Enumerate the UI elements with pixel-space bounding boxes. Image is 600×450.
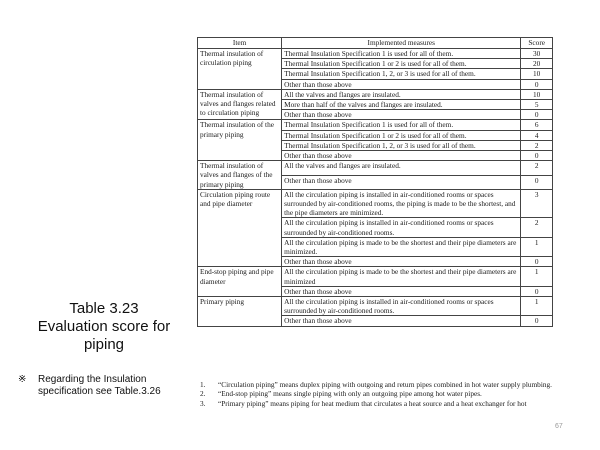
table-body bbox=[198, 49, 553, 327]
measure-cell: All the valves and flanges are insulated. bbox=[282, 89, 521, 99]
page-number: 67 bbox=[555, 423, 563, 430]
score-cell: 6 bbox=[521, 120, 553, 130]
item-cell: Thermal insulation of valves and flanges related to circulation piping bbox=[198, 89, 282, 120]
item-cell: Circulation piping route and pipe diameter bbox=[198, 189, 282, 267]
footnote-1 bbox=[198, 380, 578, 389]
measure-cell: Other than those above bbox=[282, 257, 521, 267]
score-cell: 0 bbox=[521, 79, 553, 89]
measure-cell: All the circulation piping is installed in air-conditioned rooms or spaces surrounded by air-conditioned rooms. bbox=[282, 297, 521, 316]
measure-cell: Thermal Insulation Specification 1 or 2 is used for all of them. bbox=[282, 130, 521, 140]
table-row bbox=[198, 297, 553, 316]
footnote-number: 1. bbox=[200, 380, 206, 389]
score-cell: 3 bbox=[521, 189, 553, 218]
measure-cell: Other than those above bbox=[282, 151, 521, 161]
note-text: Regarding the Insulation specification see Table.3.26 bbox=[38, 374, 161, 397]
measure-cell: Other than those above bbox=[282, 175, 521, 189]
score-cell: 2 bbox=[521, 218, 553, 237]
measure-cell: Other than those above bbox=[282, 286, 521, 296]
header-score: Score bbox=[521, 38, 553, 49]
footnote-text: “End-stop piping” means single piping with only an outgoing pipe among hot water pipes. bbox=[218, 389, 482, 399]
score-cell: 0 bbox=[521, 316, 553, 326]
score-cell: 1 bbox=[521, 237, 553, 256]
score-cell: 2 bbox=[521, 140, 553, 150]
caption-line-3: piping bbox=[83, 336, 125, 353]
footnote-number: 3. bbox=[200, 398, 206, 408]
header-measures: Implemented measures bbox=[282, 38, 521, 49]
score-cell: 0 bbox=[521, 151, 553, 161]
measure-cell: Thermal Insulation Specification 1, 2, or 3 is used for all of them. bbox=[282, 69, 521, 79]
table-row bbox=[198, 189, 553, 218]
score-cell: 1 bbox=[521, 267, 553, 286]
caption-line-2: Evaluation score for bbox=[37, 318, 171, 335]
measure-cell: All the circulation piping is installed in air-conditioned rooms or spaces surrounded by air-conditioned rooms. bbox=[282, 218, 521, 237]
measure-cell: Other than those above bbox=[282, 316, 521, 326]
score-cell: 5 bbox=[521, 100, 553, 110]
table-caption bbox=[14, 300, 194, 354]
measure-cell: Thermal Insulation Specification 1 or 2 is used for all of them. bbox=[282, 59, 521, 69]
footnote-text: “Primary piping” means piping for heat medium that circulates a heat source and a heat exchanger for hot bbox=[218, 398, 527, 408]
score-cell: 0 bbox=[521, 257, 553, 267]
reference-mark-icon: ※ bbox=[18, 374, 27, 385]
caption-line-1: Table 3.23 bbox=[69, 300, 139, 317]
score-cell: 1 bbox=[521, 297, 553, 316]
table-header-row bbox=[198, 38, 553, 49]
table-row bbox=[198, 161, 553, 175]
footnote-3 bbox=[198, 399, 578, 408]
score-cell: 2 bbox=[521, 161, 553, 175]
footnote-number: 2. bbox=[200, 389, 206, 399]
measure-cell: Other than those above bbox=[282, 79, 521, 89]
table-row bbox=[198, 120, 553, 130]
item-cell: End-stop piping and pipe diameter bbox=[198, 267, 282, 297]
measure-cell: All the circulation piping is made to be the shortest and their pipe diameters are minimized. bbox=[282, 237, 521, 256]
score-cell: 10 bbox=[521, 89, 553, 99]
measure-cell: All the valves and flanges are insulated. bbox=[282, 161, 521, 175]
measure-cell: More than half of the valves and flanges are insulated. bbox=[282, 100, 521, 110]
score-cell: 0 bbox=[521, 286, 553, 296]
footnote-2 bbox=[198, 389, 578, 398]
measure-cell: Thermal Insulation Specification 1 is used for all of them. bbox=[282, 49, 521, 59]
measure-cell: All the circulation piping is made to be the shortest and their pipe diameters are minimized bbox=[282, 267, 521, 286]
measure-cell: Thermal Insulation Specification 1 is used for all of them. bbox=[282, 120, 521, 130]
footnote-text: “Circulation piping” means duplex piping with outgoing and return pipes combined in hot water supply plumbing. bbox=[218, 380, 552, 389]
header-item: Item bbox=[198, 38, 282, 49]
measure-cell: Other than those above bbox=[282, 110, 521, 120]
score-cell: 0 bbox=[521, 175, 553, 189]
item-cell: Thermal insulation of valves and flanges of the primary piping bbox=[198, 161, 282, 190]
score-cell: 10 bbox=[521, 69, 553, 79]
item-cell: Thermal insulation of the primary piping bbox=[198, 120, 282, 161]
table-row bbox=[198, 49, 553, 59]
item-cell: Primary piping bbox=[198, 297, 282, 327]
measure-cell: All the circulation piping is installed in air-conditioned rooms or spaces surrounded by air-conditioned rooms, the piping is made to be the shortest, and the pipe diameters are minimized. bbox=[282, 189, 521, 218]
item-cell: Thermal insulation of circulation piping bbox=[198, 49, 282, 90]
footnotes bbox=[198, 380, 578, 408]
measure-cell: Thermal Insulation Specification 1, 2, or 3 is used for all of them. bbox=[282, 140, 521, 150]
evaluation-score-table bbox=[197, 37, 553, 327]
table-row bbox=[198, 267, 553, 286]
score-cell: 30 bbox=[521, 49, 553, 59]
score-cell: 20 bbox=[521, 59, 553, 69]
table-row bbox=[198, 89, 553, 99]
score-cell: 4 bbox=[521, 130, 553, 140]
score-cell: 0 bbox=[521, 110, 553, 120]
